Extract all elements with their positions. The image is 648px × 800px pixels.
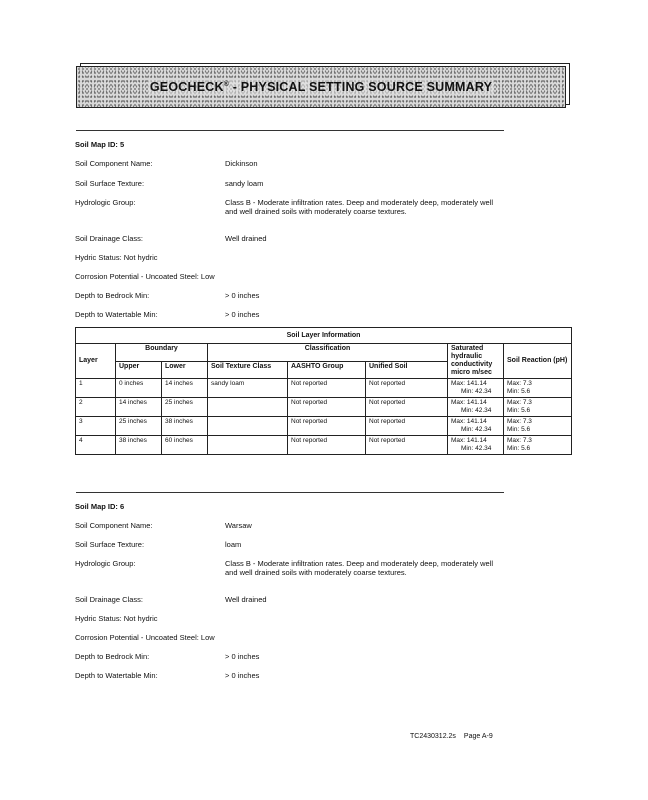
cell-lower: 14 inches [162, 379, 208, 398]
page-number: Page A-9 [463, 733, 493, 740]
soil-map-section-6 [75, 502, 515, 680]
field-depth-bedrock [75, 291, 515, 300]
field-depth-watertable [75, 671, 515, 680]
col-saturated: Saturated hydraulic conductivity micro m/sec [448, 344, 504, 379]
field-value: > 0 inches [225, 310, 260, 319]
sat-max: Max: 141.14 [451, 380, 487, 387]
field-label: Hydrologic Group: [75, 198, 136, 207]
table-row [76, 436, 572, 455]
table-title: Soil Layer Information [76, 328, 572, 344]
cell-texture [208, 417, 288, 436]
field-surface-texture [75, 540, 515, 549]
field-value: Class B - Moderate infiltration rates. Deep and moderately deep, moderately well and well drained soils with moderately coarse textures. [225, 559, 494, 577]
cell-ph [504, 436, 572, 455]
cell-upper: 14 inches [116, 398, 162, 417]
col-unified: Unified Soil [366, 361, 448, 379]
cell-lower: 60 inches [162, 436, 208, 455]
table-row [76, 398, 572, 417]
col-upper: Upper [116, 361, 162, 379]
field-value: Class B - Moderate infiltration rates. Deep and moderately deep, moderately well and well drained soils with moderately coarse textures. [225, 198, 494, 216]
field-drainage-class [75, 595, 515, 604]
cell-aashto: Not reported [288, 417, 366, 436]
field-value: Warsaw [225, 521, 252, 530]
cell-texture [208, 436, 288, 455]
col-layer: Layer [76, 344, 116, 379]
field-label-text: Corrosion Potential - Uncoated Steel: [75, 272, 199, 281]
field-value: sandy loam [225, 179, 264, 188]
field-value: loam [225, 540, 242, 549]
field-corrosion-potential [75, 633, 515, 642]
ph-min: Min: 5.6 [507, 388, 531, 395]
sat-min: Min: 42.34 [461, 407, 492, 414]
field-label: Soil Component Name: [75, 159, 153, 168]
field-hydric-status [75, 253, 515, 262]
cell-saturated [448, 379, 504, 398]
cell-layer: 4 [76, 436, 116, 455]
field-drainage-class [75, 234, 515, 243]
field-hydrologic-group [75, 198, 515, 225]
field-label: Hydrologic Group: [75, 559, 136, 568]
cell-lower: 38 inches [162, 417, 208, 436]
page-title [148, 80, 494, 94]
cell-layer: 3 [76, 417, 116, 436]
field-value: > 0 inches [225, 291, 260, 300]
registered-mark: ® [223, 80, 230, 88]
field-value: Well drained [225, 234, 267, 243]
sat-max: Max: 141.14 [451, 399, 487, 406]
divider-middle [76, 492, 504, 493]
field-component-name [75, 521, 515, 530]
field-label-text: Corrosion Potential - Uncoated Steel: [75, 633, 199, 642]
field-depth-bedrock [75, 652, 515, 661]
cell-saturated [448, 436, 504, 455]
cell-ph [504, 398, 572, 417]
cell-texture [208, 398, 288, 417]
document-id: TC2430312.2s [410, 733, 456, 740]
cell-unified: Not reported [366, 417, 448, 436]
cell-unified: Not reported [366, 398, 448, 417]
field-corrosion-potential [75, 272, 515, 281]
col-lower: Lower [162, 361, 208, 379]
cell-aashto: Not reported [288, 436, 366, 455]
col-aashto: AASHTO Group [288, 361, 366, 379]
cell-upper: 38 inches [116, 436, 162, 455]
field-component-name [75, 159, 515, 168]
title-sub: - PHYSICAL SETTING SOURCE SUMMARY [229, 80, 493, 94]
page-banner [76, 66, 566, 108]
field-label: Depth to Bedrock Min: [75, 652, 150, 661]
sat-max: Max: 141.14 [451, 418, 487, 425]
field-label: Soil Drainage Class: [75, 595, 143, 604]
cell-upper: 0 inches [116, 379, 162, 398]
cell-saturated [448, 398, 504, 417]
field-value: Low [200, 272, 215, 281]
cell-layer: 2 [76, 398, 116, 417]
field-label [75, 633, 215, 642]
field-label: Depth to Bedrock Min: [75, 291, 150, 300]
field-hydric-status [75, 614, 515, 623]
field-label: Soil Surface Texture: [75, 540, 145, 549]
soil-map-id: Soil Map ID: 5 [75, 140, 125, 149]
soil-layer-table [75, 327, 572, 455]
cell-ph [504, 417, 572, 436]
group-boundary: Boundary [116, 344, 208, 362]
field-hydrologic-group [75, 559, 515, 586]
field-label: Soil Drainage Class: [75, 234, 143, 243]
cell-aashto: Not reported [288, 379, 366, 398]
sat-min: Min: 42.34 [461, 388, 492, 395]
cell-texture: sandy loam [208, 379, 288, 398]
table-row [76, 417, 572, 436]
field-label: Depth to Watertable Min: [75, 310, 158, 319]
group-classification: Classification [208, 344, 448, 362]
field-value: Low [200, 633, 215, 642]
ph-max: Max: 7.3 [507, 399, 532, 406]
cell-layer: 1 [76, 379, 116, 398]
field-label: Hydric Status: Not hydric [75, 253, 158, 262]
cell-ph [504, 379, 572, 398]
field-label [75, 272, 215, 281]
ph-max: Max: 7.3 [507, 437, 532, 444]
sat-min: Min: 42.34 [461, 426, 492, 433]
soil-map-section-5 [75, 140, 515, 319]
cell-unified: Not reported [366, 436, 448, 455]
ph-min: Min: 5.6 [507, 407, 531, 414]
cell-saturated [448, 417, 504, 436]
col-texture: Soil Texture Class [208, 361, 288, 379]
divider-top [76, 130, 504, 131]
field-label: Hydric Status: Not hydric [75, 614, 158, 623]
page-footer [410, 733, 493, 740]
soil-map-id: Soil Map ID: 6 [75, 502, 125, 511]
col-soil-reaction: Soil Reaction (pH) [504, 344, 572, 379]
cell-aashto: Not reported [288, 398, 366, 417]
field-value: Dickinson [225, 159, 258, 168]
ph-min: Min: 5.6 [507, 426, 531, 433]
sat-min: Min: 42.34 [461, 445, 492, 452]
sat-max: Max: 141.14 [451, 437, 487, 444]
title-main: GEOCHECK [149, 80, 224, 94]
field-value: > 0 inches [225, 671, 260, 680]
field-surface-texture [75, 179, 515, 188]
ph-max: Max: 7.3 [507, 380, 532, 387]
field-depth-watertable [75, 310, 515, 319]
cell-lower: 25 inches [162, 398, 208, 417]
ph-min: Min: 5.6 [507, 445, 531, 452]
cell-unified: Not reported [366, 379, 448, 398]
ph-max: Max: 7.3 [507, 418, 532, 425]
field-value: > 0 inches [225, 652, 260, 661]
field-label: Depth to Watertable Min: [75, 671, 158, 680]
field-label: Soil Component Name: [75, 521, 153, 530]
table-row [76, 379, 572, 398]
field-value: Well drained [225, 595, 267, 604]
field-label: Soil Surface Texture: [75, 179, 145, 188]
cell-upper: 25 inches [116, 417, 162, 436]
